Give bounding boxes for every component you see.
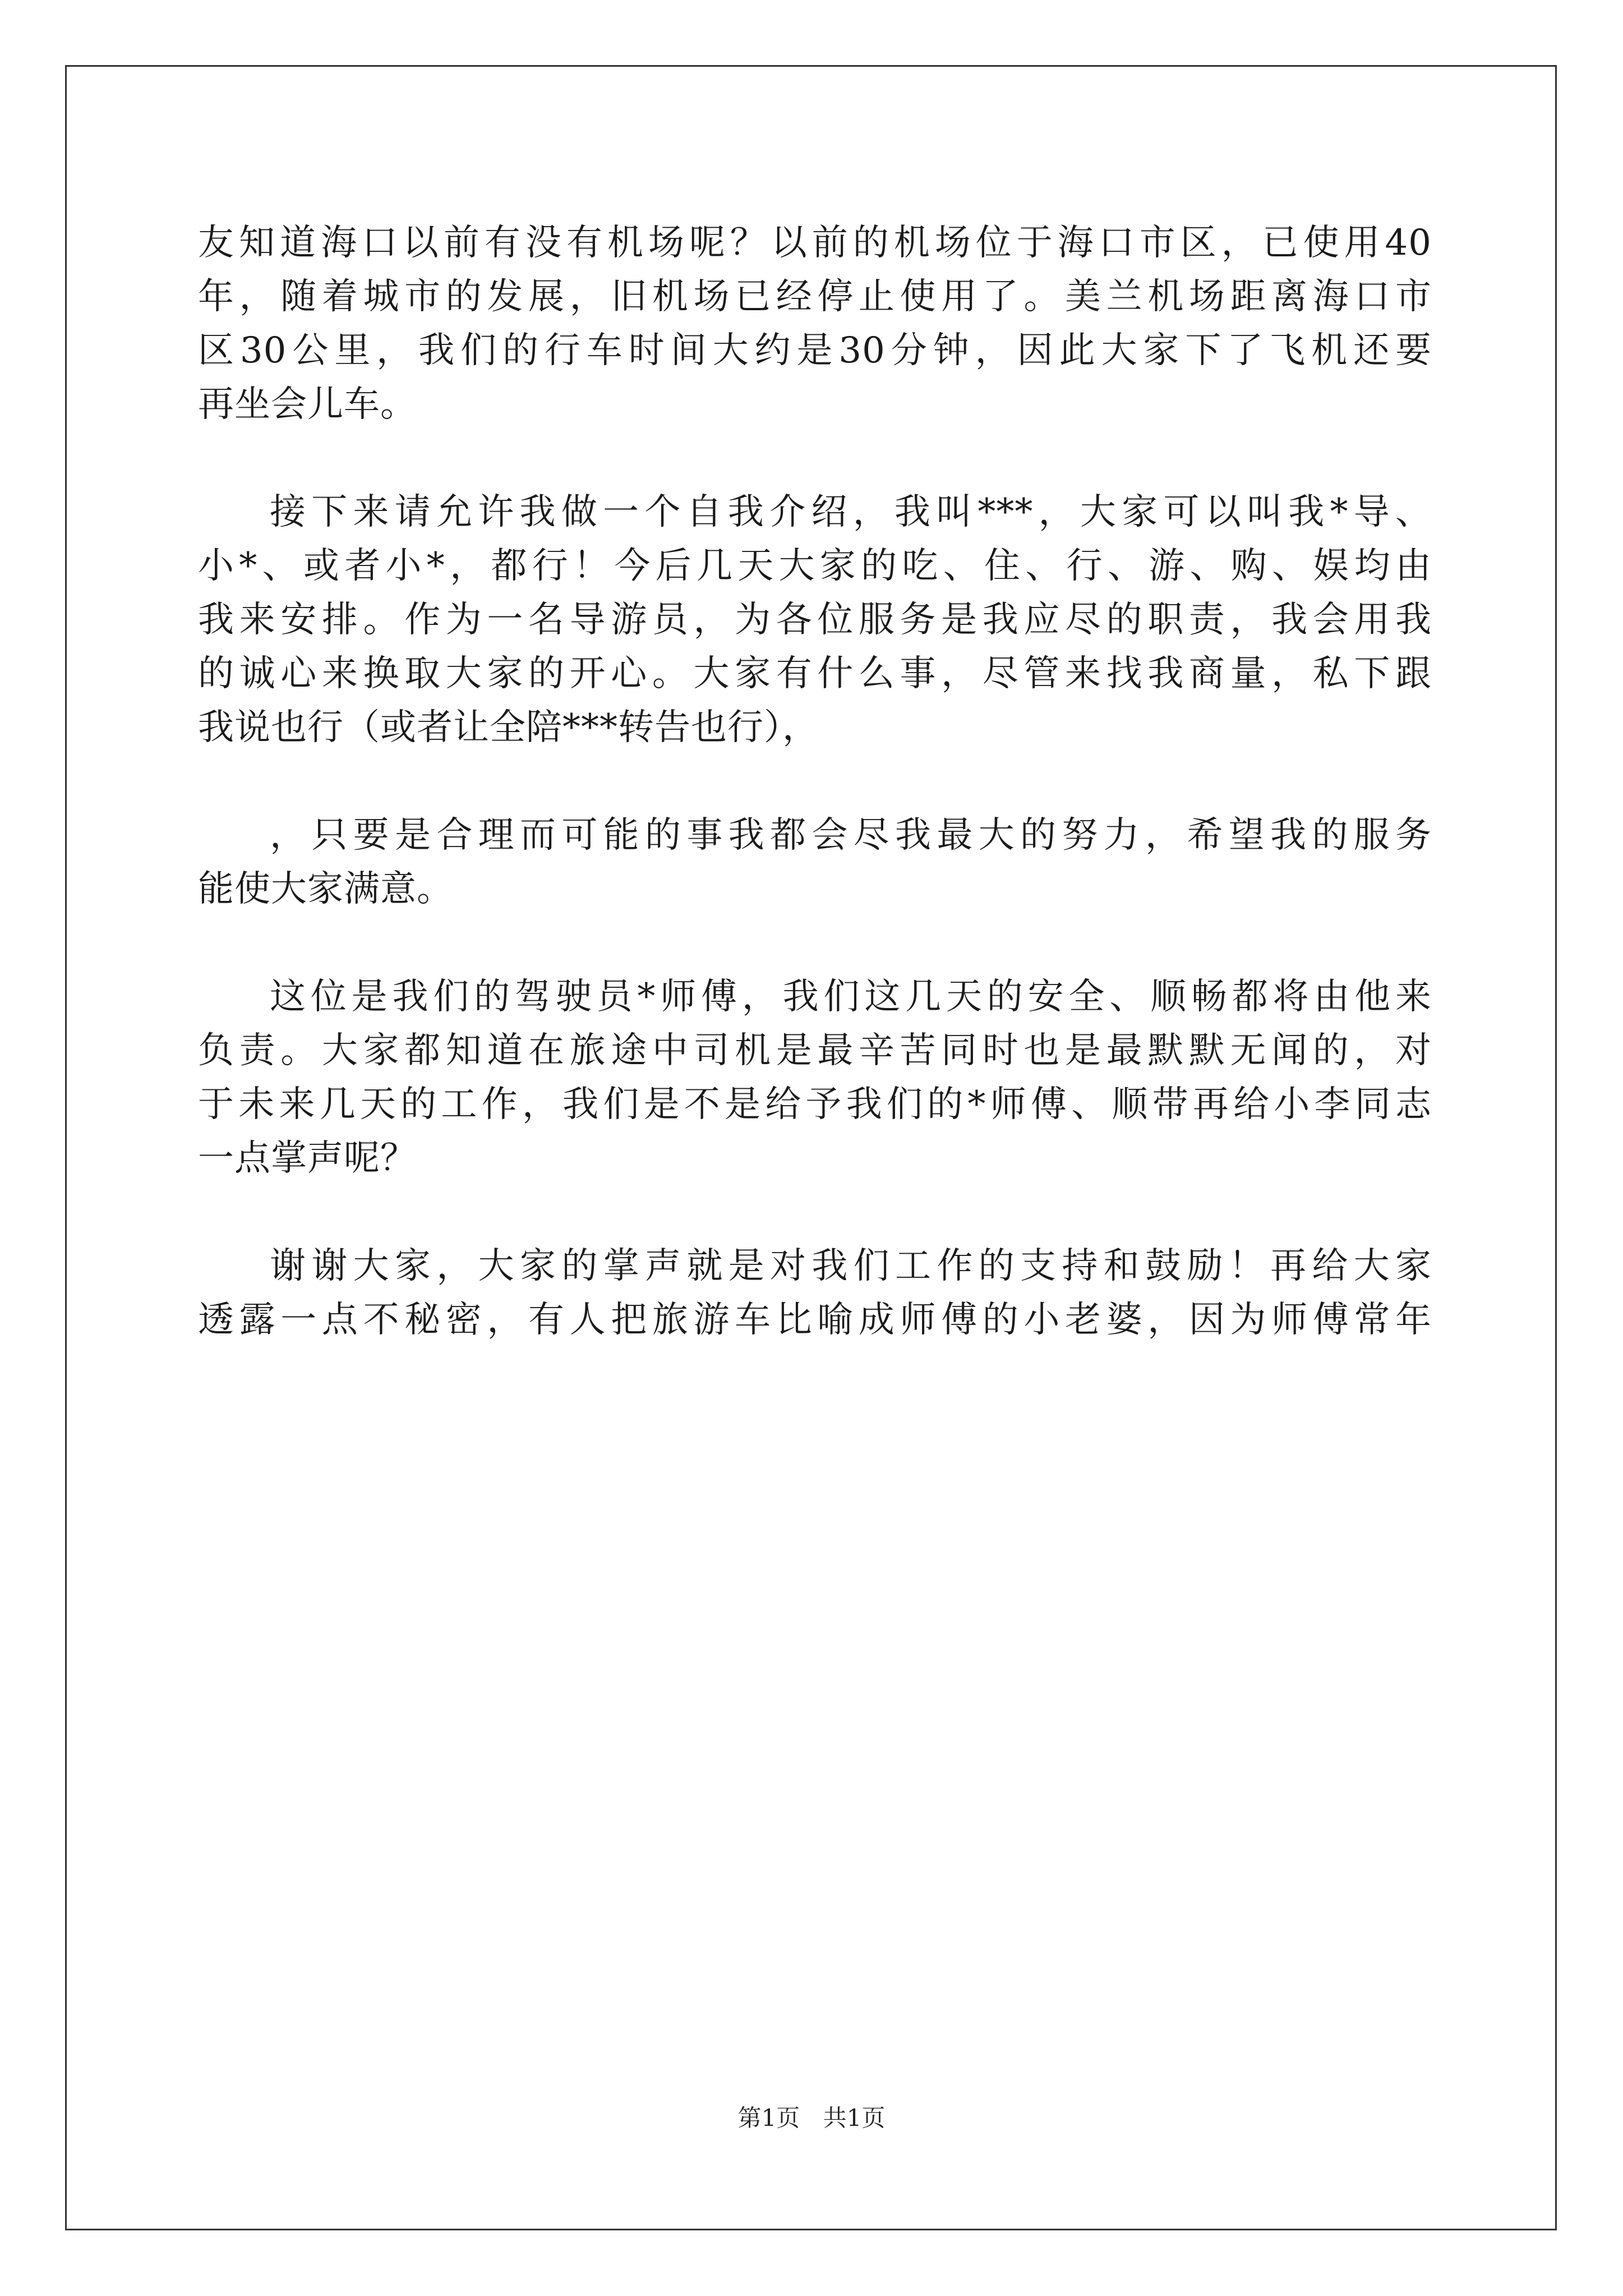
text-line: 透露一点不秘密，有人把旅游车比喻成师傅的小老婆，因为师傅常年	[198, 1299, 1432, 1341]
page-number-total: 共1页	[823, 2104, 886, 2132]
text-line: 这位是我们的驾驶员*师傅，我们这几天的安全、顺畅都将由他来	[270, 976, 1432, 1018]
text-line: ，只要是合理而可能的事我都会尽我最大的努力，希望我的服务	[270, 815, 1432, 856]
paragraph-2	[198, 485, 1432, 754]
text-line: 负责。大家都知道在旅途中司机是最辛苦同时也是最默默无闻的，对	[198, 1030, 1432, 1071]
text-line: 小*、或者小*，都行！今后几天大家的吃、住、行、游、购、娱均由	[198, 545, 1432, 587]
text-line: 一点掌声呢？	[198, 1138, 417, 1179]
text-line: 能使大家满意。	[198, 868, 453, 910]
page-number-current: 第1页	[737, 2104, 800, 2132]
text-line: 的诚心来换取大家的开心。大家有什么事，尽管来找我商量，私下跟	[198, 653, 1432, 694]
text-line: 于未来几天的工作，我们是不是给予我们的*师傅、顺带再给小李同志	[198, 1084, 1432, 1125]
paragraph-4	[198, 970, 1432, 1185]
document-body	[198, 216, 1432, 1401]
text-line: 友知道海口以前有没有机场呢？以前的机场位于海口市区，已使用40	[198, 222, 1432, 264]
text-line: 接下来请允许我做一个自我介绍，我叫***，大家可以叫我*导、	[270, 491, 1432, 533]
text-line: 再坐会儿车。	[198, 384, 417, 425]
text-line: 我来安排。作为一名导游员，为各位服务是我应尽的职责，我会用我	[198, 599, 1432, 641]
paragraph-5	[198, 1239, 1432, 1347]
page-footer	[0, 2102, 1623, 2134]
text-line: 谢谢大家，大家的掌声就是对我们工作的支持和鼓励！再给大家	[270, 1245, 1432, 1287]
text-line: 区30公里，我们的行车时间大约是30分钟，因此大家下了飞机还要	[198, 330, 1432, 371]
paragraph-1	[198, 216, 1432, 431]
text-line: 我说也行（或者让全陪***转告也行），	[198, 707, 819, 748]
paragraph-3	[198, 808, 1432, 916]
text-line: 年，随着城市的发展，旧机场已经停止使用了。美兰机场距离海口市	[198, 276, 1432, 318]
